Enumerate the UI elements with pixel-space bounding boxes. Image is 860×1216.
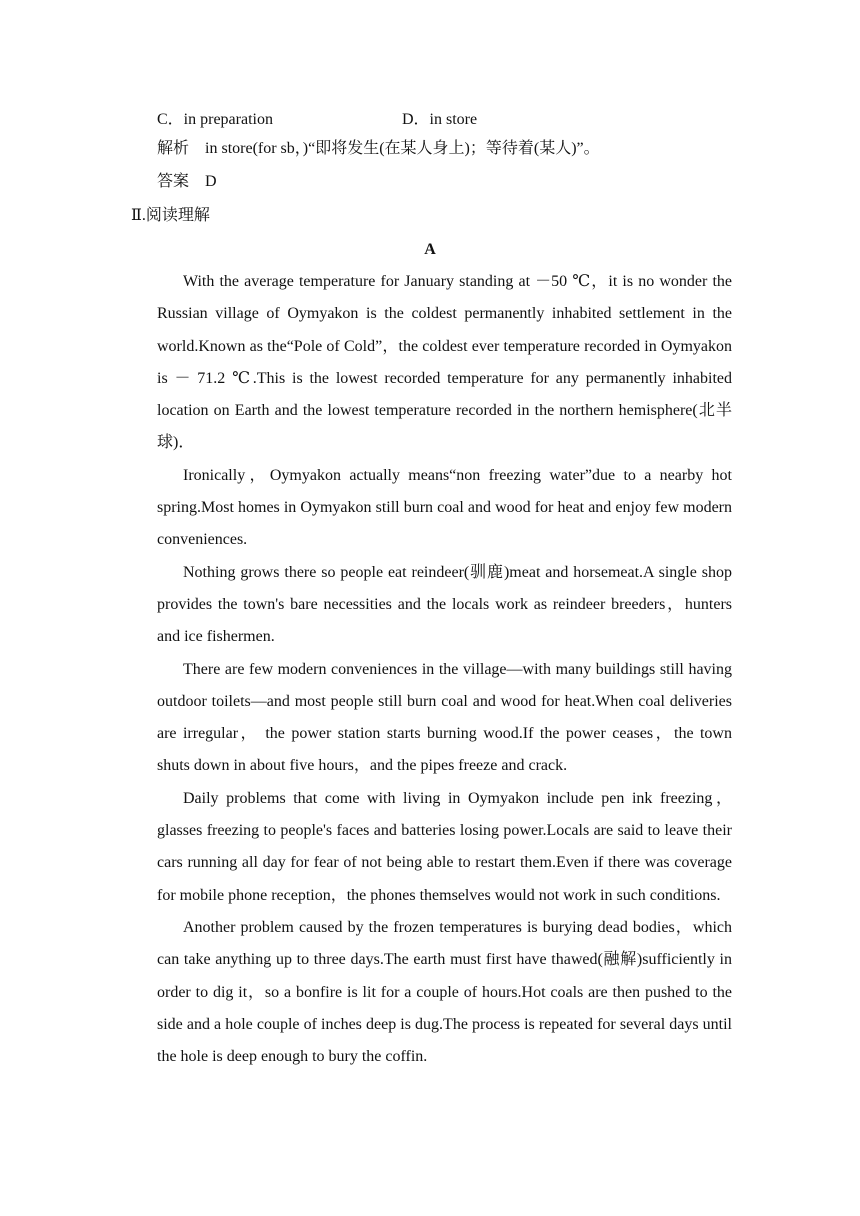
analysis-text: in store(for sb，)“即将发生(在某人身上)；等待着(某人)”。	[205, 140, 600, 157]
passage-paragraph: With the average temperature for January standing at －50 ℃，it is no wonder the Russian village of Oymyakon is the coldest permanently inhabited settlement in the world.Known as the“Pole of Cold”，the coldest ever temperature recorded in Oymyakon is － 71.2 ℃.This is the lowest recorded temperature for any permanently inhabited location on Earth and the lowest temperature recorded in the northern hemisphere(北半球)．	[157, 273, 732, 452]
passage-paragraph: Daily problems that come with living in Oymyakon include pen ink freezing，glasses freezing to people's faces and batteries losing power.Locals are said to leave their cars running all day for fear of not being able to restart them.Even if there was coverage for mobile phone reception，the phones themselves would not work in such conditions.	[157, 789, 732, 904]
passage-paragraph: Ironically，Oymyakon actually means“non freezing water”due to a nearby hot spring.Most homes in Oymyakon still burn coal and wood for heat and enjoy few modern conveniences.	[157, 466, 732, 549]
section-heading: Ⅱ.阅读理解	[131, 207, 210, 224]
analysis-label: 解析	[157, 140, 190, 157]
analysis-line	[157, 139, 600, 159]
passage-paragraph: Another problem caused by the frozen temperatures is burying dead bodies，which can take anything up to three days.The earth must first have thawed(融解)sufficiently in order to dig it，so a bonfire is lit for a couple of hours.Hot coals are then pushed to the side and a hole couple of inches deep is dug.The process is repeated for several days until the hole is deep enough to bury the coffin.	[157, 918, 732, 1066]
passage-paragraph: There are few modern conveniences in the village—with many buildings still having outdoor toilets—and most people still burn coal and wood for heat.When coal deliveries are irregular， the power station starts burning wood.If the power ceases，the town shuts down in about five hours，and the pipes freeze and crack.	[157, 660, 732, 775]
passage-title: A	[424, 241, 436, 258]
answer-line	[157, 172, 217, 192]
answer-options-row	[157, 106, 657, 128]
option-d: D．in store	[402, 111, 478, 128]
passage-paragraph: Nothing grows there so people eat reindeer(驯鹿)meat and horsemeat.A single shop provides the town's bare necessities and the locals work as reindeer breeders，hunters and ice fishermen.	[157, 563, 732, 646]
option-c: C．in preparation	[157, 111, 273, 128]
answer-label: 答案	[157, 173, 190, 190]
answer-value: D	[205, 173, 217, 190]
passage-body	[157, 266, 732, 1073]
